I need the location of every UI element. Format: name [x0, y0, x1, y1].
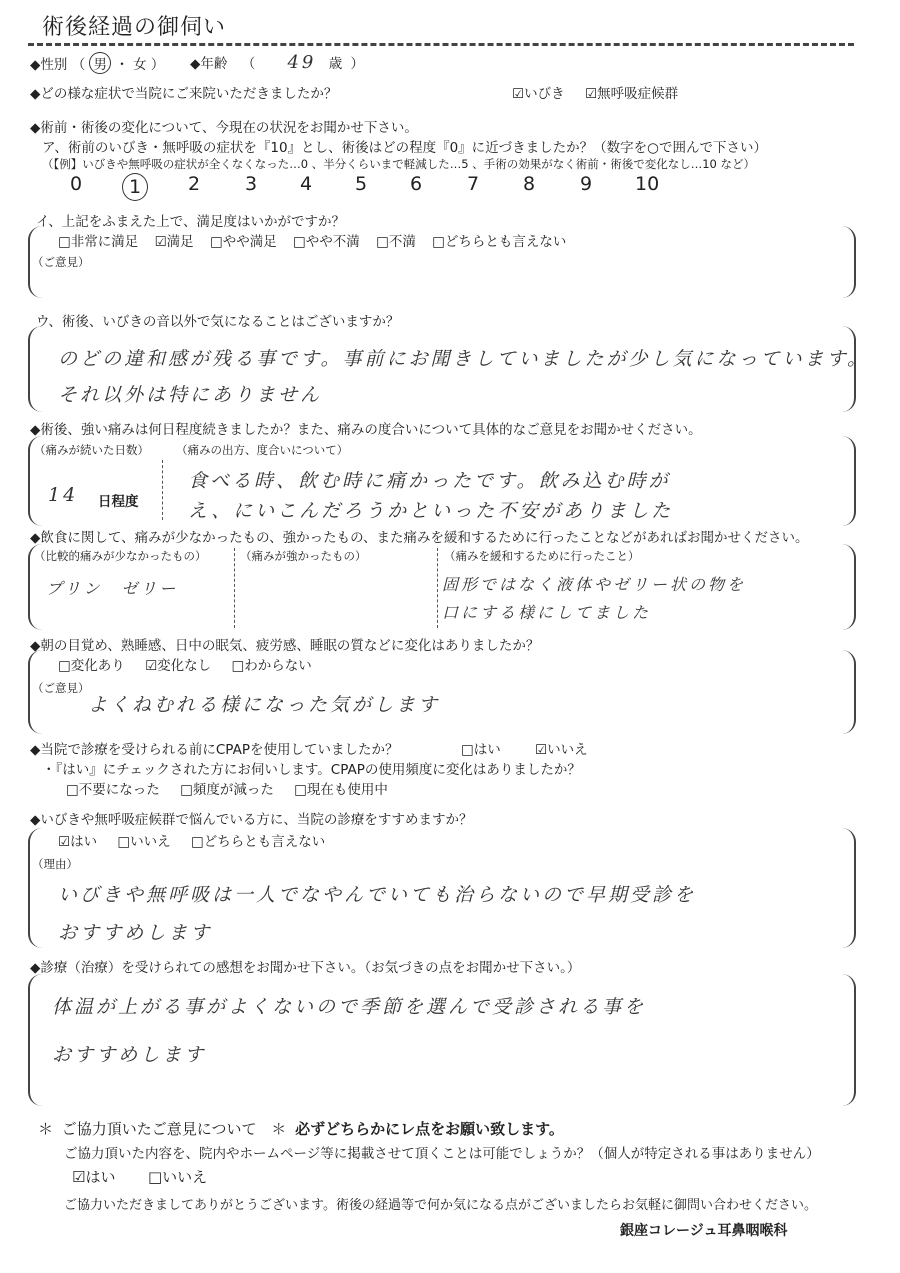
food-col3-line2[interactable]: 口にする様にしてました [442, 603, 652, 622]
food-col3-line1[interactable]: 固形ではなく液体やゼリー状の物を [442, 575, 747, 594]
sleep-unknown[interactable]: □わからない [231, 658, 312, 674]
age-label: ◆年齢 [190, 56, 228, 72]
scale-6[interactable]: 6 [410, 173, 423, 195]
satisfaction-options [58, 230, 566, 250]
recommend-question: ◆いびきや無呼吸症候群で悩んでいる方に、当院の診療をすすめますか？ [30, 812, 473, 828]
title-divider [28, 43, 854, 46]
pain-detail-label: （痛みの出方、度合いについて） [176, 443, 349, 457]
age-open: （ [241, 56, 256, 72]
symptom-question: ◆どの様な症状で当院にご来院いただきましたか？ [30, 86, 338, 102]
cpap-no[interactable]: ☑いいえ [535, 742, 588, 758]
food-separator-2 [437, 548, 438, 628]
sleep-options [58, 654, 312, 674]
scale-9[interactable]: 9 [580, 173, 593, 195]
change-example: （【例】いびきや無呼吸の症状が全くなくなった…0 、半分くらいまで軽減した…5 、手術の効果がなく術前・術後で変化なし…10 など） [42, 157, 755, 171]
clinic-name: 銀座コレージュ耳鼻咽喉科 [620, 1223, 788, 1239]
satisfaction-dissatisfied[interactable]: □不満 [376, 234, 416, 250]
gender-open: （ [71, 57, 86, 73]
food-col1-label: （比較的痛みが少なかったもの） [34, 549, 207, 563]
food-separator-1 [234, 548, 235, 628]
consent-question: ご協力頂いた内容を、院内やホームページ等に掲載させて頂くことは可能でしょうか？（個人が特定される事はありません） [64, 1146, 820, 1162]
food-question: ◆飲食に関して、痛みが少なかったもの、強かったもの、また痛みを緩和するために行ったことなどがあればお聞かせください。 [30, 530, 809, 546]
cpap-yes[interactable]: □はい [461, 742, 501, 758]
consent-yes[interactable]: ☑はい [72, 1168, 116, 1186]
other-question: ウ、術後、いびきの音以外で気になることはございますか？ [36, 314, 400, 330]
pain-days-unit: 日程度 [98, 494, 139, 510]
scale-7[interactable]: 7 [467, 173, 480, 195]
gender-label: ◆性別 [30, 57, 68, 73]
age-unit: 歳 [328, 56, 343, 72]
consent-heading-row [38, 1118, 564, 1139]
scale-1-selected[interactable]: 1 [122, 173, 148, 201]
scale-0[interactable]: 0 [70, 173, 83, 195]
pain-question: ◆術後、強い痛みは何日程度続きましたか？また、痛みの度合いについて具体的なご意見をお聞かせください。 [30, 422, 702, 438]
satisfaction-satisfied[interactable]: ☑満足 [154, 234, 194, 250]
pain-detail-line1[interactable]: 食べる時、飲む時に痛かったです。飲み込む時が [188, 470, 671, 492]
symptom-apnea-option[interactable]: ☑無呼吸症候群 [585, 86, 679, 102]
sleep-changed[interactable]: □変化あり [58, 658, 125, 674]
gender-close: ） [150, 57, 165, 73]
scale-10[interactable]: 10 [635, 173, 660, 195]
sleep-answer[interactable]: よくねむれる様になった気がします [88, 694, 441, 716]
cpap-options [66, 778, 388, 798]
impression-question: ◆診療（治療）を受けられての感想をお聞かせ下さい。（お気づきの点をお聞かせ下さい。） [30, 960, 581, 976]
satisfaction-somewhat-dissatisfied[interactable]: □やや不満 [293, 234, 360, 250]
cpap-still-using[interactable]: □現在も使用中 [294, 782, 388, 798]
symptom-snoring-option[interactable]: ☑いびき [512, 86, 565, 102]
other-answer-line2[interactable]: それ以外は特にありません [58, 384, 323, 406]
sleep-opinion-label: （ご意見） [32, 681, 90, 695]
satisfaction-opinion-label: （ご意見） [32, 255, 90, 269]
other-answer-line1[interactable]: のどの違和感が残る事です。事前にお聞きしていましたが少し気になっています。 [58, 348, 869, 370]
cpap-not-needed[interactable]: □不要になった [66, 782, 160, 798]
recommend-yes[interactable]: ☑はい [58, 834, 98, 850]
recommend-options [58, 830, 325, 850]
pain-days-label: （痛みが続いた日数） [34, 443, 149, 457]
page-title: 術後経過の御伺い [42, 15, 227, 40]
cpap-question: ◆当院で診療を受けられる前にCPAPを使用していましたか？ [30, 742, 399, 758]
recommend-reason-label: （理由） [32, 857, 78, 871]
scale-8[interactable]: 8 [523, 173, 536, 195]
satisfaction-neither[interactable]: □どちらとも言えない [432, 234, 567, 250]
scale-5[interactable]: 5 [355, 173, 368, 195]
age-row [190, 52, 364, 73]
pain-separator [162, 460, 163, 520]
food-col3-label: （痛みを緩和するために行ったこと） [444, 549, 640, 563]
age-value[interactable]: 49 [287, 52, 317, 73]
scale-2[interactable]: 2 [188, 173, 201, 195]
age-close: ） [350, 56, 364, 72]
consent-star-1: ＊ [38, 1120, 54, 1138]
pain-detail-line2[interactable]: え、にいこんだろうかといった不安がありました [188, 500, 674, 522]
change-scale [0, 173, 900, 201]
change-subquestion: ア、術前のいびき・無呼吸の症状を『10』とし、術後はどの程度『0』に近づきましたか？（数字を○で囲んで下さい） [42, 140, 767, 156]
satisfaction-very-satisfied[interactable]: □非常に満足 [58, 234, 139, 250]
consent-no[interactable]: □いいえ [148, 1168, 208, 1186]
consent-thanks: ご協力いただきましてありがとうございます。術後の経過等で何か気になる点がございましたらお気軽に御問い合わせください。 [64, 1198, 817, 1213]
consent-bold-note: 必ずどちらかにレ点をお願い致します。 [295, 1120, 564, 1138]
consent-heading: ご協力頂いたご意見について [61, 1120, 257, 1138]
scale-4[interactable]: 4 [300, 173, 313, 195]
change-heading: ◆術前・術後の変化について、今現在の状況をお聞かせ下さい。 [30, 120, 418, 136]
scale-3[interactable]: 3 [245, 173, 258, 195]
recommend-answer-line2[interactable]: おすすめします [58, 922, 213, 944]
pain-days-value[interactable]: 14 [48, 484, 79, 506]
consent-star-2: ＊ [271, 1120, 287, 1138]
gender-male-option[interactable]: 男 [89, 52, 111, 74]
recommend-no[interactable]: □いいえ [117, 834, 171, 850]
gender-dot: ・ [115, 57, 129, 73]
gender-row [30, 52, 164, 74]
recommend-neither[interactable]: □どちらとも言えない [190, 834, 326, 850]
food-col2-label: （痛みが強かったもの） [240, 549, 367, 563]
cpap-subquestion: ・『はい』にチェックされた方にお伺いします。CPAPの使用頻度に変化はありましたか？ [42, 762, 581, 778]
cpap-less-often[interactable]: □頻度が減った [180, 782, 274, 798]
satisfaction-question: イ、上記をふまえた上で、満足度はいかがですか？ [36, 214, 346, 230]
sleep-question: ◆朝の目覚め、熟睡感、日中の眠気、疲労感、睡眠の質などに変化はありましたか？ [30, 638, 540, 654]
sleep-no-change[interactable]: ☑変化なし [145, 658, 212, 674]
impression-answer-line1[interactable]: 体温が上がる事がよくないので季節を選んで受診される事を [52, 996, 647, 1018]
recommend-answer-line1[interactable]: いびきや無呼吸は一人でなやんでいても治らないので早期受診を [58, 884, 697, 906]
satisfaction-somewhat-satisfied[interactable]: □やや満足 [209, 234, 277, 250]
gender-female-option[interactable]: 女 [133, 57, 147, 73]
food-col1-value[interactable]: プリン ゼリー [46, 579, 179, 598]
impression-answer-line2[interactable]: おすすめします [52, 1044, 207, 1066]
